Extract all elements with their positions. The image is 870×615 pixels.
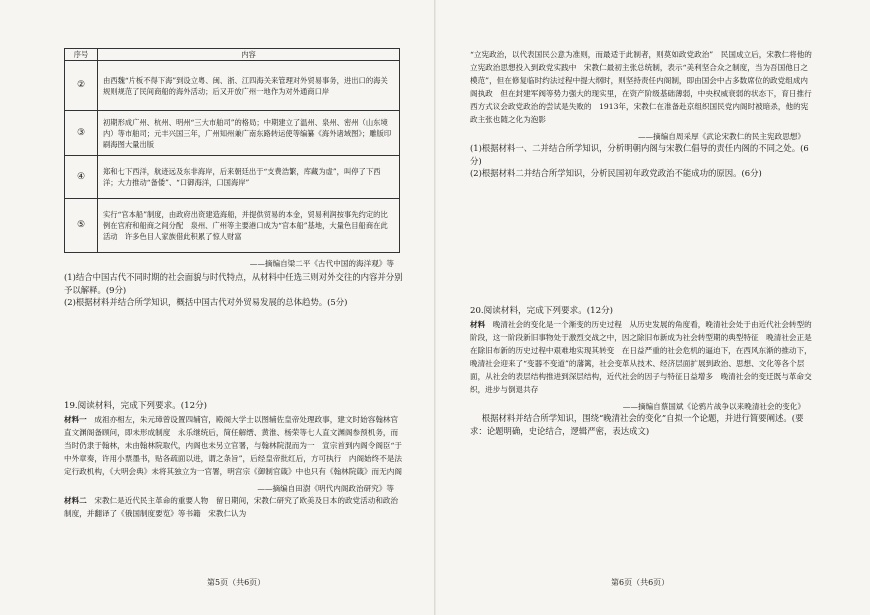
row-content: 实行“官本船”制度，由政府出资建造海船，并提供贸易的本金，贸易利润按事先约定的比例在官府和船商之间分配 泉州、广州等主要港口成为“官本船”基地，大量色目船商在此活动 许多色目人家族借此积累了惊人财富 xyxy=(98,199,400,253)
q19-heading: 19.阅读材料，完成下列要求。(12分) xyxy=(64,401,208,411)
table-row xyxy=(65,199,400,253)
table-header-content: 内容 xyxy=(98,49,400,61)
table-row xyxy=(65,156,400,199)
q20-material-label: 材料 xyxy=(470,320,486,329)
table-row xyxy=(65,111,400,156)
material-2-continued: “立宪政治，以代表国民公意为准则，而最适于此制者，则莫如政党政治” 民国成立后，宋教仁将他的立宪政治思想投入到政党实践中 宋教仁最初主张总统制，表示“美利坚合众之制度，当为吾国他日之模范”，但在修复临时约法过程中提大纲时，则坚持责任内阁制，即由国会中占多数席位的政党组成内阁执政 但在封建军阀等势力强大的现实里，在资产阶级基础薄弱，中央权威衰弱的状态下，育日推行西方式议会政党政治的尝试是失败的 1913年，宋教仁在准备赴京组织国民党内阁时被暗杀，他的宪政主张也随之化为泡影 xyxy=(470,50,812,124)
page-fold xyxy=(434,0,436,615)
row-number: ④ xyxy=(65,156,98,199)
q18-questions xyxy=(64,271,404,309)
material-1-source: ——摘编自田澍《明代内阁政治研究》等 xyxy=(257,484,394,493)
q20-source: ——摘编自蔡国斌《论鸦片战争以来晚清社会的变化》 xyxy=(622,402,805,411)
table-source: ——摘编自梁二平《古代中国的海洋观》等 xyxy=(249,259,394,268)
page-footer-right: 第6页（共6页） xyxy=(611,578,670,587)
q19-material-2 xyxy=(64,494,404,520)
q18-part2: (2)根据材料并结合所学知识，概括中国古代对外贸易发展的总体趋势。(5分) xyxy=(64,297,348,308)
question-20 xyxy=(470,305,815,437)
q20-material xyxy=(470,318,815,396)
q19-part2: (2)根据材料二并结合所学知识，分析民国初年政党政治不能成功的原因。(6分) xyxy=(470,168,762,179)
right-page xyxy=(470,48,815,436)
question-19 xyxy=(64,400,404,520)
material-2-source: ——摘编自周采厚《武论宋教仁的民主宪政思想》 xyxy=(637,132,805,141)
content-table xyxy=(64,48,400,253)
row-number: ⑤ xyxy=(65,199,98,253)
left-page xyxy=(64,48,404,518)
material-2-label: 材料二 xyxy=(64,496,87,505)
q18-part1: (1)结合中国古代不同时期的社会面貌与时代特点，从材料中任选三则对外交往的内容并分别予以解释。(9分) xyxy=(64,272,403,295)
row-content: 由西魏“片板不得下海”到设立粤、闽、浙、江四海关来管理对外贸易事务，进出口的海关规则规范了民间商船的海外活动；后又开放广州一地作为对外通商口岸 xyxy=(98,61,400,111)
material-1-text: 成祖亦相左，朱元璋曾设置四辅官，殿阁大学士以图辅佐皇帝处理政事，建文时始容翰林官直文渊阁备顾问，即未形成制度 永乐继统后，简任解缙、黄淮、杨荣等七人直文渊阁参预机务，而当时仍隶于翰林，未由翰林院取代，内阁也未另立官署，与翰林院混而为一 宣宗首到内阁令阁臣“于中外章奏，许用小票墨书，贴各疏面以进，谓之条旨”，后经皇帝批红后，方可执行 内阁始终不是法定行政机构，《大明会典》未将其独立为一官署，明宫宗《御制官箴》中也只有《翰林院箴》而无内阁 xyxy=(64,415,403,476)
row-number: ② xyxy=(65,61,98,111)
material-2-text: 宋教仁是近代民主革命的重要人物 留日期间，宋教仁研究了欧美及日本的政党活动和政治制度，并翻译了《俄国制度要览》等书籍 宋教仁认为 xyxy=(64,496,399,518)
q19-material-1 xyxy=(64,413,404,478)
row-content: 郑和七下西洋，航迹远及东非海岸，后来朝廷出于“支费浩繁，库藏为虚”，叫停了下西洋；大力推动“备倭”、“口御海洋，口国海岸” xyxy=(98,156,400,199)
q20-heading: 20.阅读材料，完成下列要求。(12分) xyxy=(470,306,614,316)
table-row xyxy=(65,61,400,111)
q19-part1: (1)根据材料一、二并结合所学知识，分析明朝内阁与宋教仁倡导的责任内阁的不同之处。(6分) xyxy=(470,143,809,166)
table-header-number: 序号 xyxy=(65,49,98,61)
q20-task: 根据材料并结合所学知识，围绕“晚清社会的变化”自拟一个论题，并进行简要阐述。(要求：论题明确，史论结合，逻辑严密，表达成文) xyxy=(470,413,804,436)
q20-material-text: 晚清社会的变化是一个渐变的历史过程 从历史发展的角度看，晚清社会处于由近代社会转型的阶段，这一阶段新旧事物处于激烈交战之中，因之除旧布新成为社会转型期的典型特征 晚清社会正是在除旧布新的历史过程中艰难地实现其转变 在日益严重的社会危机的逼迫下，在西风东渐的推动下，晚清社会迎来了“变器不变道”的藩篱，社会变革从技术、经济层面扩展到政治、思想、文化等各个层面，从社会的表层结构推进到深层结构，近代社会的因子与特征日益增多 晚清社会的变迁既与革命交织，进步与倒退共存 xyxy=(470,320,812,394)
row-number: ③ xyxy=(65,111,98,156)
page-footer-left: 第5页（共6页） xyxy=(207,578,266,587)
row-content: 初期形成广州、杭州、明州“三大市舶司”的格局；中期建立了温州、泉州、密州（山东境内）等市舶司；元丰兴国三年，广州知州兼广南东路转运使等编纂《海外诸域图》；雕版印刷海图大量出版 xyxy=(98,111,400,156)
material-1-label: 材料一 xyxy=(64,415,87,424)
